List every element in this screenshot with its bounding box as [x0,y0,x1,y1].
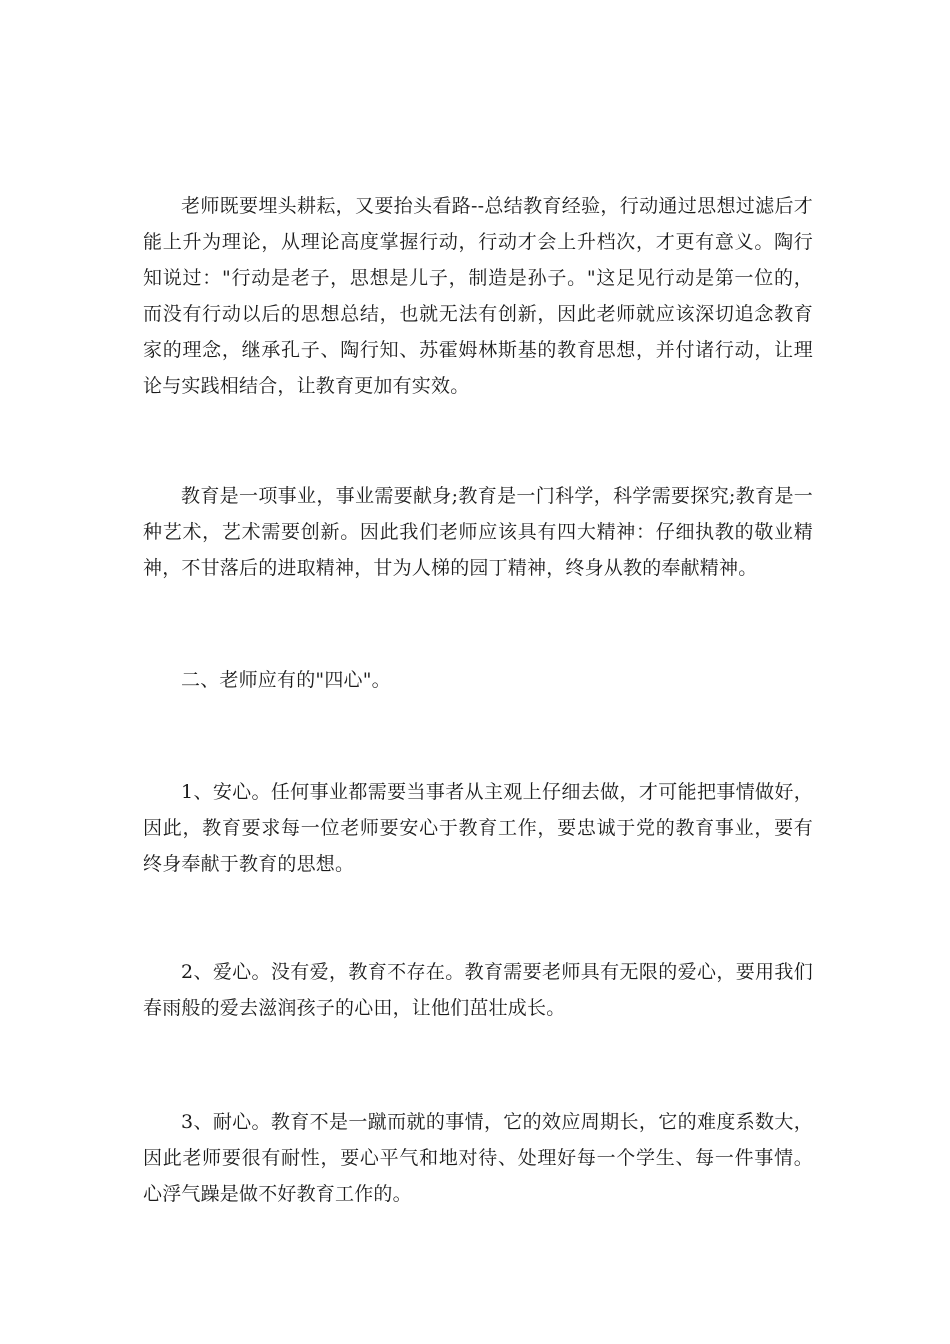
paragraph-item-1: 1、安心。任何事业都需要当事者从主观上仔细去做，才可能把事情做好，因此，教育要求每一位老师要安心于教育工作，要忠诚于党的教育事业，要有终身奉献于教育的思想。 [143,781,813,875]
section-heading: 二、老师应有的"四心"。 [181,669,391,691]
paragraph-1: 老师既要埋头耕耘，又要抬头看路--总结教育经验，行动通过思想过滤后才能上升为理论，从理论高度掌握行动，行动才会上升档次，才更有意义。陶行知说过："行动是老子，思想是儿子，制造是孙子。"这足见行动是第一位的，而没有行动以后的思想总结，也就无法有创新，因此老师就应该深切追念教育家的理念，继承孔子、陶行知、苏霍姆林斯基的教育思想，并付诸行动，让理论与实践相结合，让教育更加有实效。 [143,195,813,397]
document-body [143,188,813,1212]
paragraph-2: 教育是一项事业，事业需要献身;教育是一门科学，科学需要探究;教育是一种艺术，艺术需要创新。因此我们老师应该具有四大精神：仔细执教的敬业精神，不甘落后的进取精神，甘为人梯的园丁精神，终身从教的奉献精神。 [143,485,813,579]
paragraph-item-2: 2、爱心。没有爱，教育不存在。教育需要老师具有无限的爱心，要用我们春雨般的爱去滋润孩子的心田，让他们茁壮成长。 [143,961,813,1019]
paragraph-item-3: 3、耐心。教育不是一蹴而就的事情，它的效应周期长，它的难度系数大，因此老师要很有耐性，要心平气和地对待、处理好每一个学生、每一件事情。心浮气躁是做不好教育工作的。 [143,1111,813,1205]
